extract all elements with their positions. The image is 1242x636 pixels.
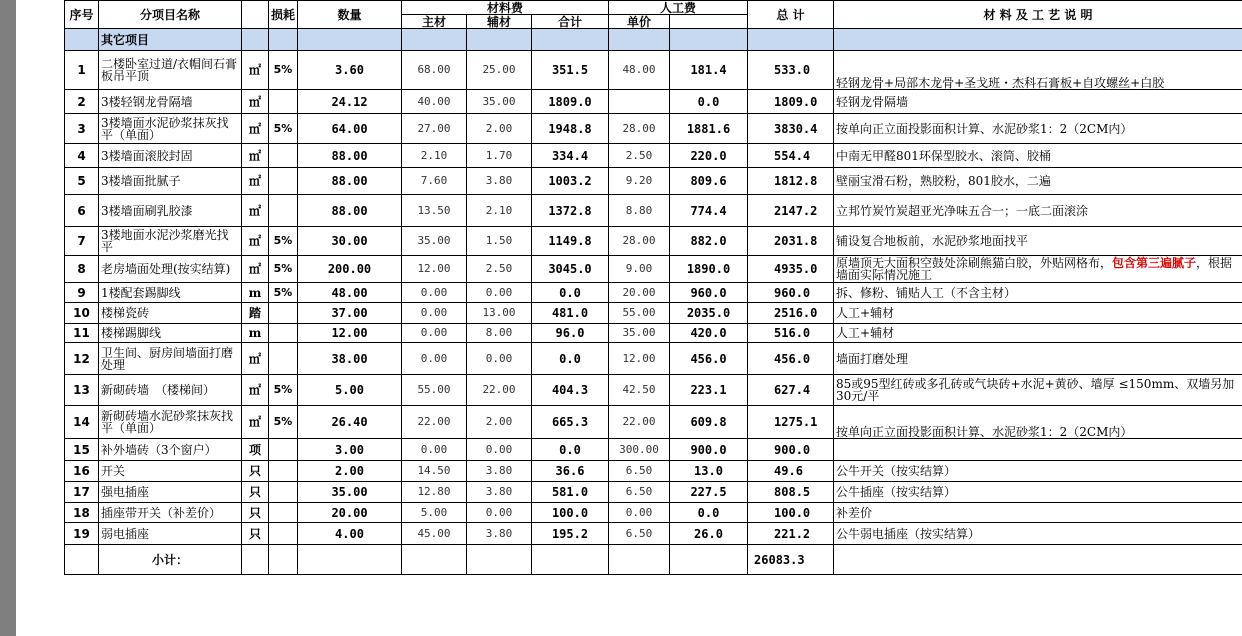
row-labor-total: 900.0 xyxy=(670,439,748,461)
row-desc: 立邦竹炭竹炭超亚光净味五合一；一底二面滚涂 xyxy=(834,195,1242,227)
row-name: 弱电插座 xyxy=(99,523,242,545)
row-main-mat: 2.10 xyxy=(402,144,467,168)
row-unit: ㎡ xyxy=(242,406,269,439)
row-name: 新砌砖墙水泥砂浆抹灰找平（单面） xyxy=(99,406,242,439)
row-mat-total: 96.0 xyxy=(532,324,609,343)
row-name: 老房墙面处理(按实结算) xyxy=(99,256,242,283)
table-row[interactable] xyxy=(65,168,1242,195)
row-main-mat: 45.00 xyxy=(402,523,467,545)
table-row[interactable] xyxy=(65,324,1242,343)
row-unit: 只 xyxy=(242,461,269,482)
row-mat-total: 100.0 xyxy=(532,503,609,523)
row-loss: 5% xyxy=(269,406,298,439)
row-labor-price: 35.00 xyxy=(609,324,670,343)
row-mat-total: 0.0 xyxy=(532,283,609,303)
row-total: 3830.4 xyxy=(748,114,834,144)
row-unit: ㎡ xyxy=(242,51,269,90)
row-qty: 26.40 xyxy=(298,406,402,439)
header-aux-mat: 辅材 xyxy=(467,15,532,29)
quotation-table xyxy=(64,0,1242,575)
row-name: 补外墙砖（3个窗户） xyxy=(99,439,242,461)
row-labor-total: 960.0 xyxy=(670,283,748,303)
row-mat-total: 1372.8 xyxy=(532,195,609,227)
row-labor-price: 55.00 xyxy=(609,303,670,324)
row-desc: 补差价 xyxy=(834,503,1242,523)
row-main-mat: 14.50 xyxy=(402,461,467,482)
subtotal-row xyxy=(65,545,1242,575)
row-labor-total: 420.0 xyxy=(670,324,748,343)
row-unit: ㎡ xyxy=(242,90,269,114)
row-loss xyxy=(269,461,298,482)
row-qty: 24.12 xyxy=(298,90,402,114)
row-total: 100.0 xyxy=(748,503,834,523)
table-row[interactable] xyxy=(65,375,1242,406)
subtotal-label: 小计： xyxy=(99,545,242,575)
row-main-mat: 0.00 xyxy=(402,343,467,375)
subtotal-empty-cell xyxy=(402,545,467,575)
row-labor-total: 227.5 xyxy=(670,482,748,503)
row-aux-mat: 0.00 xyxy=(467,283,532,303)
row-qty: 37.00 xyxy=(298,303,402,324)
subtotal-empty-cell xyxy=(670,545,748,575)
row-qty: 30.00 xyxy=(298,227,402,256)
row-loss: 5% xyxy=(269,375,298,406)
row-loss xyxy=(269,439,298,461)
row-aux-mat: 35.00 xyxy=(467,90,532,114)
table-row[interactable] xyxy=(65,51,1242,90)
row-desc: 墙面打磨处理 xyxy=(834,343,1242,375)
row-mat-total: 334.4 xyxy=(532,144,609,168)
header-unit xyxy=(242,1,269,29)
row-aux-mat: 2.50 xyxy=(467,256,532,283)
subtotal-empty-cell xyxy=(834,545,1242,575)
header-loss: 损耗 xyxy=(269,1,298,29)
row-labor-total: 882.0 xyxy=(670,227,748,256)
row-labor-price: 6.50 xyxy=(609,482,670,503)
row-desc: 壁丽宝滑石粉，熟胶粉，801胶水，二遍 xyxy=(834,168,1242,195)
row-total: 2031.8 xyxy=(748,227,834,256)
row-name: 3楼墙面刷乳胶漆 xyxy=(99,195,242,227)
row-unit: ㎡ xyxy=(242,144,269,168)
row-loss xyxy=(269,90,298,114)
row-aux-mat: 0.00 xyxy=(467,343,532,375)
row-seq: 4 xyxy=(65,144,99,168)
row-mat-total: 0.0 xyxy=(532,343,609,375)
row-aux-mat: 2.10 xyxy=(467,195,532,227)
row-name: 开关 xyxy=(99,461,242,482)
row-total: 1809.0 xyxy=(748,90,834,114)
row-main-mat: 13.50 xyxy=(402,195,467,227)
row-desc: 按单向正立面投影面积计算、水泥砂浆1：2（2CM内） xyxy=(834,114,1242,144)
row-main-mat: 35.00 xyxy=(402,227,467,256)
row-aux-mat: 25.00 xyxy=(467,51,532,90)
row-mat-total: 581.0 xyxy=(532,482,609,503)
row-labor-price: 12.00 xyxy=(609,343,670,375)
row-labor-price: 0.00 xyxy=(609,503,670,523)
row-seq: 15 xyxy=(65,439,99,461)
table-row[interactable] xyxy=(65,144,1242,168)
row-aux-mat: 1.50 xyxy=(467,227,532,256)
row-qty: 3.60 xyxy=(298,51,402,90)
row-desc: 按单向正立面投影面积计算、水泥砂浆1：2（2CM内） xyxy=(834,406,1242,439)
row-loss: 5% xyxy=(269,227,298,256)
row-loss xyxy=(269,303,298,324)
row-unit: ㎡ xyxy=(242,343,269,375)
row-unit: ㎡ xyxy=(242,256,269,283)
row-total: 2516.0 xyxy=(748,303,834,324)
row-qty: 3.00 xyxy=(298,439,402,461)
subtotal-total: 26083.3 xyxy=(748,545,834,575)
row-main-mat: 40.00 xyxy=(402,90,467,114)
row-name: 卫生间、厨房间墙面打磨处理 xyxy=(99,343,242,375)
table-row[interactable] xyxy=(65,482,1242,503)
row-seq: 6 xyxy=(65,195,99,227)
row-total: 808.5 xyxy=(748,482,834,503)
row-name: 楼梯瓷砖 xyxy=(99,303,242,324)
row-qty: 35.00 xyxy=(298,482,402,503)
row-name: 3楼地面水泥沙浆磨光找平 xyxy=(99,227,242,256)
row-aux-mat: 22.00 xyxy=(467,375,532,406)
row-mat-total: 404.3 xyxy=(532,375,609,406)
row-qty: 2.00 xyxy=(298,461,402,482)
row-labor-total: 0.0 xyxy=(670,90,748,114)
header-material-group: 材料费 xyxy=(402,1,609,15)
row-desc: 公牛插座（按实结算） xyxy=(834,482,1242,503)
row-desc: 轻钢龙骨隔墙 xyxy=(834,90,1242,114)
row-unit: m xyxy=(242,324,269,343)
row-total: 49.6 xyxy=(748,461,834,482)
table-row[interactable] xyxy=(65,256,1242,283)
table-row[interactable] xyxy=(65,195,1242,227)
row-loss xyxy=(269,343,298,375)
row-total: 960.0 xyxy=(748,283,834,303)
row-total: 1812.8 xyxy=(748,168,834,195)
header-desc: 材 料 及 工 艺 说 明 xyxy=(834,1,1242,29)
row-main-mat: 55.00 xyxy=(402,375,467,406)
header-main-mat: 主材 xyxy=(402,15,467,29)
subtotal-empty-cell xyxy=(532,545,609,575)
row-unit: ㎡ xyxy=(242,227,269,256)
row-unit: 只 xyxy=(242,523,269,545)
row-loss: 5% xyxy=(269,283,298,303)
row-total: 554.4 xyxy=(748,144,834,168)
row-name: 楼梯踢脚线 xyxy=(99,324,242,343)
row-labor-total: 181.4 xyxy=(670,51,748,90)
row-seq: 7 xyxy=(65,227,99,256)
row-seq: 19 xyxy=(65,523,99,545)
header-total: 总 计 xyxy=(748,1,834,29)
row-main-mat: 27.00 xyxy=(402,114,467,144)
row-mat-total: 1003.2 xyxy=(532,168,609,195)
header-mat-total: 合计 xyxy=(532,15,609,29)
row-loss: 5% xyxy=(269,114,298,144)
row-desc xyxy=(834,439,1242,461)
left-gutter xyxy=(0,0,16,636)
row-unit: 只 xyxy=(242,503,269,523)
row-labor-price: 6.50 xyxy=(609,523,670,545)
row-mat-total: 36.6 xyxy=(532,461,609,482)
row-total: 2147.2 xyxy=(748,195,834,227)
row-aux-mat: 3.80 xyxy=(467,523,532,545)
section-row xyxy=(65,29,1242,51)
row-loss xyxy=(269,503,298,523)
row-unit: 项 xyxy=(242,439,269,461)
row-mat-total: 481.0 xyxy=(532,303,609,324)
row-labor-price: 300.00 xyxy=(609,439,670,461)
row-seq: 12 xyxy=(65,343,99,375)
row-aux-mat: 3.80 xyxy=(467,482,532,503)
desc-highlight: 包含第三遍腻子 xyxy=(1112,256,1197,270)
row-total: 627.4 xyxy=(748,375,834,406)
row-qty: 20.00 xyxy=(298,503,402,523)
row-desc: 人工+辅材 xyxy=(834,303,1242,324)
row-desc: 公牛弱电插座（按实结算） xyxy=(834,523,1242,545)
row-qty: 38.00 xyxy=(298,343,402,375)
row-total: 533.0 xyxy=(748,51,834,90)
row-seq: 17 xyxy=(65,482,99,503)
row-total: 221.2 xyxy=(748,523,834,545)
row-name: 新砌砖墙 （楼梯间） xyxy=(99,375,242,406)
row-seq: 10 xyxy=(65,303,99,324)
row-labor-price: 28.00 xyxy=(609,227,670,256)
row-name: 插座带开关（补差价） xyxy=(99,503,242,523)
row-aux-mat: 2.00 xyxy=(467,406,532,439)
row-main-mat: 12.80 xyxy=(402,482,467,503)
header-seq: 序号 xyxy=(65,1,99,29)
row-qty: 64.00 xyxy=(298,114,402,144)
row-loss xyxy=(269,324,298,343)
row-unit: ㎡ xyxy=(242,114,269,144)
row-desc: 铺设复合地板前，水泥砂浆地面找平 xyxy=(834,227,1242,256)
row-name: 3楼轻钢龙骨隔墙 xyxy=(99,90,242,114)
row-mat-total: 351.5 xyxy=(532,51,609,90)
table-row[interactable] xyxy=(65,503,1242,523)
row-qty: 200.00 xyxy=(298,256,402,283)
row-seq: 13 xyxy=(65,375,99,406)
desc-text: 原墙顶无大面积空鼓处涂刷熊猫白胶，外贴网格布， xyxy=(836,256,1113,270)
header-unit-price: 单价 xyxy=(609,15,670,29)
header-labor-total xyxy=(670,15,748,29)
row-labor-total: 774.4 xyxy=(670,195,748,227)
row-total: 1275.1 xyxy=(748,406,834,439)
row-loss xyxy=(269,144,298,168)
table-row[interactable] xyxy=(65,343,1242,375)
row-desc: 拆、修粉、铺贴人工（不含主材） xyxy=(834,283,1242,303)
row-labor-price: 22.00 xyxy=(609,406,670,439)
row-desc: 公牛开关（按实结算） xyxy=(834,461,1242,482)
row-total: 516.0 xyxy=(748,324,834,343)
row-desc: 85或95型红砖或多孔砖或气块砖+水泥+黄砂、墙厚 ≤150mm、双墙另加30元/平 xyxy=(834,375,1242,406)
row-total: 4935.0 xyxy=(748,256,834,283)
row-main-mat: 0.00 xyxy=(402,303,467,324)
row-mat-total: 195.2 xyxy=(532,523,609,545)
table-row[interactable] xyxy=(65,227,1242,256)
section-title: 其它项目 xyxy=(99,29,242,51)
row-seq: 2 xyxy=(65,90,99,114)
row-name: 3楼墙面水泥砂浆抹灰找平（单面） xyxy=(99,114,242,144)
row-labor-total: 456.0 xyxy=(670,343,748,375)
row-labor-price: 8.80 xyxy=(609,195,670,227)
row-desc: 人工+辅材 xyxy=(834,324,1242,343)
row-aux-mat: 0.00 xyxy=(467,439,532,461)
desc-text: ，根据墙面实际情况施工 xyxy=(836,256,1233,282)
row-qty: 5.00 xyxy=(298,375,402,406)
row-unit: m xyxy=(242,283,269,303)
subtotal-empty-cell xyxy=(269,545,298,575)
row-unit: 踏 xyxy=(242,303,269,324)
row-aux-mat: 0.00 xyxy=(467,503,532,523)
row-labor-total: 609.8 xyxy=(670,406,748,439)
row-aux-mat: 2.00 xyxy=(467,114,532,144)
row-mat-total: 1948.8 xyxy=(532,114,609,144)
row-aux-mat: 3.80 xyxy=(467,168,532,195)
row-loss: 5% xyxy=(269,256,298,283)
row-qty: 12.00 xyxy=(298,324,402,343)
row-name: 1楼配套踢脚线 xyxy=(99,283,242,303)
header-labor-group: 人工费 xyxy=(609,1,748,15)
row-labor-total: 809.6 xyxy=(670,168,748,195)
row-loss xyxy=(269,482,298,503)
table-row[interactable] xyxy=(65,461,1242,482)
row-labor-price: 28.00 xyxy=(609,114,670,144)
subtotal-empty-cell xyxy=(609,545,670,575)
row-labor-total: 220.0 xyxy=(670,144,748,168)
row-labor-total: 1890.0 xyxy=(670,256,748,283)
row-aux-mat: 1.70 xyxy=(467,144,532,168)
row-labor-price: 20.00 xyxy=(609,283,670,303)
row-unit: ㎡ xyxy=(242,195,269,227)
row-main-mat: 68.00 xyxy=(402,51,467,90)
row-qty: 88.00 xyxy=(298,195,402,227)
table-row[interactable] xyxy=(65,523,1242,545)
row-loss xyxy=(269,168,298,195)
subtotal-empty-cell xyxy=(65,545,99,575)
row-name: 二楼卧室过道/衣帽间石膏板吊平顶 xyxy=(99,51,242,90)
row-mat-total: 0.0 xyxy=(532,439,609,461)
row-labor-total: 2035.0 xyxy=(670,303,748,324)
row-seq: 16 xyxy=(65,461,99,482)
row-labor-price: 2.50 xyxy=(609,144,670,168)
table-row[interactable] xyxy=(65,114,1242,144)
row-labor-total: 0.0 xyxy=(670,503,748,523)
row-total: 900.0 xyxy=(748,439,834,461)
row-main-mat: 7.60 xyxy=(402,168,467,195)
spreadsheet xyxy=(64,0,1242,636)
row-main-mat: 0.00 xyxy=(402,283,467,303)
row-desc: 中南无甲醛801环保型胶水、滚筒、胶桶 xyxy=(834,144,1242,168)
table-row[interactable] xyxy=(65,406,1242,439)
row-seq: 3 xyxy=(65,114,99,144)
row-labor-total: 26.0 xyxy=(670,523,748,545)
row-labor-price: 6.50 xyxy=(609,461,670,482)
row-loss xyxy=(269,523,298,545)
row-seq: 5 xyxy=(65,168,99,195)
subtotal-empty-cell xyxy=(467,545,532,575)
row-mat-total: 1149.8 xyxy=(532,227,609,256)
row-main-mat: 22.00 xyxy=(402,406,467,439)
row-aux-mat: 3.80 xyxy=(467,461,532,482)
row-labor-price xyxy=(609,90,670,114)
row-labor-price: 9.20 xyxy=(609,168,670,195)
row-labor-price: 9.00 xyxy=(609,256,670,283)
row-seq: 8 xyxy=(65,256,99,283)
row-labor-total: 1881.6 xyxy=(670,114,748,144)
table-row[interactable] xyxy=(65,90,1242,114)
row-mat-total: 665.3 xyxy=(532,406,609,439)
row-labor-total: 13.0 xyxy=(670,461,748,482)
subtotal-empty-cell xyxy=(298,545,402,575)
row-seq: 18 xyxy=(65,503,99,523)
row-qty: 48.00 xyxy=(298,283,402,303)
row-main-mat: 0.00 xyxy=(402,324,467,343)
row-seq: 1 xyxy=(65,51,99,90)
row-desc: 轻钢龙骨+局部木龙骨+圣戈班・杰科石膏板+自攻螺丝+白胶 xyxy=(834,51,1242,90)
row-name: 3楼墙面批腻子 xyxy=(99,168,242,195)
row-loss: 5% xyxy=(269,51,298,90)
row-main-mat: 0.00 xyxy=(402,439,467,461)
row-labor-price: 42.50 xyxy=(609,375,670,406)
row-qty: 88.00 xyxy=(298,168,402,195)
row-main-mat: 5.00 xyxy=(402,503,467,523)
row-seq: 11 xyxy=(65,324,99,343)
row-main-mat: 12.00 xyxy=(402,256,467,283)
table-row[interactable] xyxy=(65,303,1242,324)
row-unit: ㎡ xyxy=(242,168,269,195)
row-aux-mat: 13.00 xyxy=(467,303,532,324)
subtotal-empty-cell xyxy=(242,545,269,575)
row-seq: 9 xyxy=(65,283,99,303)
row-aux-mat: 8.00 xyxy=(467,324,532,343)
table-row[interactable] xyxy=(65,439,1242,461)
row-qty: 4.00 xyxy=(298,523,402,545)
row-unit: 只 xyxy=(242,482,269,503)
row-mat-total: 1809.0 xyxy=(532,90,609,114)
row-labor-price: 48.00 xyxy=(609,51,670,90)
row-mat-total: 3045.0 xyxy=(532,256,609,283)
row-labor-total: 223.1 xyxy=(670,375,748,406)
row-total: 456.0 xyxy=(748,343,834,375)
header-name: 分项目名称 xyxy=(99,1,242,29)
row-qty: 88.00 xyxy=(298,144,402,168)
row-seq: 14 xyxy=(65,406,99,439)
row-loss xyxy=(269,195,298,227)
row-desc xyxy=(834,256,1242,283)
row-unit: ㎡ xyxy=(242,375,269,406)
header-qty: 数量 xyxy=(298,1,402,29)
table-row[interactable] xyxy=(65,283,1242,303)
row-name: 强电插座 xyxy=(99,482,242,503)
row-name: 3楼墙面滚胶封固 xyxy=(99,144,242,168)
